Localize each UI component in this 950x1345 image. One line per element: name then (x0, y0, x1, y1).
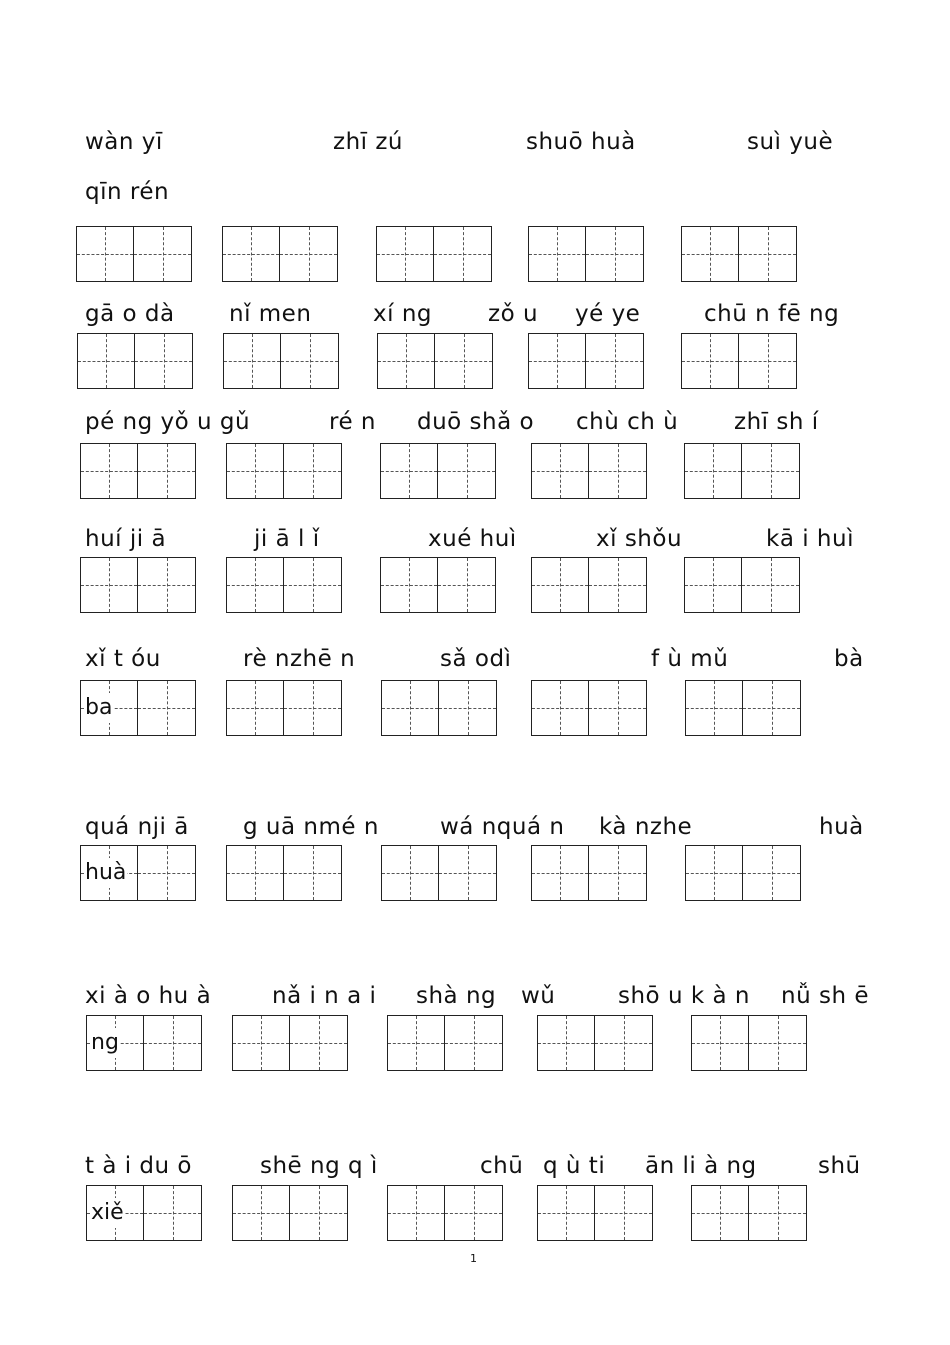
writing-box[interactable] (537, 1185, 653, 1241)
writing-box[interactable] (528, 226, 644, 282)
pinyin-word: huí ji ā (85, 526, 167, 552)
writing-grid-row-3 (0, 443, 950, 505)
writing-box[interactable] (232, 1015, 348, 1071)
pinyin-word: nǚ sh ē (781, 983, 869, 1009)
pinyin-word: pé ng yǒ u gǔ (85, 409, 251, 435)
writing-box[interactable] (380, 557, 496, 613)
writing-grid-row-6 (0, 845, 950, 907)
writing-grid-row-5 (0, 680, 950, 742)
pinyin-word: shō u k à n (618, 983, 750, 1009)
pinyin-word: duō shǎ o (417, 409, 535, 435)
writing-box[interactable] (232, 1185, 348, 1241)
carryover-pinyin: huà (84, 858, 127, 888)
writing-box[interactable] (222, 226, 338, 282)
pinyin-word: shē ng q ì (260, 1153, 378, 1179)
pinyin-word: xǐ t óu (85, 646, 161, 672)
pinyin-word: chū n fē ng (704, 301, 840, 327)
writing-box[interactable] (387, 1185, 503, 1241)
pinyin-word: quá nji ā (85, 814, 189, 840)
writing-box[interactable] (681, 226, 797, 282)
writing-box[interactable] (77, 333, 193, 389)
writing-box[interactable] (76, 226, 192, 282)
pinyin-row-4 (0, 407, 950, 447)
pinyin-word: shū (818, 1153, 861, 1179)
pinyin-word: shà ng (416, 983, 497, 1009)
pinyin-word: rè nzhē n (243, 646, 356, 672)
pinyin-word: sǎ odì (440, 646, 512, 672)
writing-grid-row-7 (0, 1015, 950, 1077)
writing-box[interactable] (685, 680, 801, 736)
writing-box[interactable] (377, 333, 493, 389)
writing-box[interactable] (80, 557, 196, 613)
writing-box[interactable] (226, 680, 342, 736)
carryover-pinyin: xiě (90, 1198, 125, 1228)
pinyin-word: xí ng (373, 301, 432, 327)
pinyin-word: huà (819, 814, 864, 840)
writing-box[interactable] (537, 1015, 653, 1071)
writing-grid-row-1 (0, 226, 950, 288)
pinyin-word: wá nquá n (440, 814, 565, 840)
pinyin-word: zǒ u (488, 301, 539, 327)
pinyin-word: kā i huì (766, 526, 854, 552)
pinyin-word: shuō huà (526, 129, 636, 155)
pinyin-word: ré n (329, 409, 376, 435)
writing-box[interactable] (80, 845, 196, 901)
writing-box[interactable] (531, 845, 647, 901)
writing-grid-row-2 (0, 333, 950, 395)
writing-box[interactable] (380, 443, 496, 499)
pinyin-word: chù ch ù (576, 409, 679, 435)
writing-box[interactable] (86, 1015, 202, 1071)
pinyin-word: kà nzhe (599, 814, 693, 840)
pinyin-word: xi à o hu à (85, 983, 212, 1009)
writing-box[interactable] (223, 333, 339, 389)
carryover-pinyin: ba (84, 693, 113, 723)
carryover-pinyin: ng (90, 1028, 120, 1058)
pinyin-row-2 (0, 177, 950, 217)
pinyin-word: q ù ti (543, 1153, 606, 1179)
writing-box[interactable] (531, 443, 647, 499)
writing-box[interactable] (684, 557, 800, 613)
pinyin-word: t à i du ō (85, 1153, 192, 1179)
pinyin-word: chū (480, 1153, 524, 1179)
writing-box[interactable] (684, 443, 800, 499)
pinyin-row-6 (0, 644, 950, 684)
writing-grid-row-4 (0, 557, 950, 619)
pinyin-word: yé ye (575, 301, 641, 327)
pinyin-word: xǐ shǒu (596, 526, 683, 552)
writing-box[interactable] (80, 680, 196, 736)
writing-box[interactable] (381, 845, 497, 901)
writing-box[interactable] (681, 333, 797, 389)
writing-box[interactable] (376, 226, 492, 282)
writing-box[interactable] (531, 557, 647, 613)
writing-box[interactable] (387, 1015, 503, 1071)
writing-box[interactable] (528, 333, 644, 389)
writing-box[interactable] (685, 845, 801, 901)
pinyin-word: g uā nmé n (243, 814, 379, 840)
writing-box[interactable] (80, 443, 196, 499)
writing-box[interactable] (226, 443, 342, 499)
pinyin-word: xué huì (428, 526, 517, 552)
writing-box[interactable] (381, 680, 497, 736)
page-number: 1 (470, 1252, 477, 1265)
pinyin-word: suì yuè (747, 129, 834, 155)
pinyin-word: zhī zú (333, 129, 404, 155)
pinyin-word: qīn rén (85, 179, 170, 205)
writing-box[interactable] (691, 1185, 807, 1241)
pinyin-word: zhī sh í (734, 409, 819, 435)
writing-box[interactable] (226, 557, 342, 613)
pinyin-word: wàn yī (85, 129, 163, 155)
writing-box[interactable] (531, 680, 647, 736)
writing-box[interactable] (86, 1185, 202, 1241)
pinyin-word: f ù mǔ (651, 646, 729, 672)
pinyin-row-1 (0, 127, 950, 167)
pinyin-word: ji ā l ǐ (254, 526, 320, 552)
writing-box[interactable] (691, 1015, 807, 1071)
pinyin-word: wǔ (521, 983, 556, 1009)
pinyin-word: bà (834, 646, 864, 672)
pinyin-word: ān li à ng (645, 1153, 757, 1179)
writing-grid-row-8 (0, 1185, 950, 1247)
writing-box[interactable] (226, 845, 342, 901)
pinyin-word: nǎ i n a i (272, 983, 377, 1009)
pinyin-word: nǐ men (229, 301, 312, 327)
pinyin-word: gā o dà (85, 301, 175, 327)
